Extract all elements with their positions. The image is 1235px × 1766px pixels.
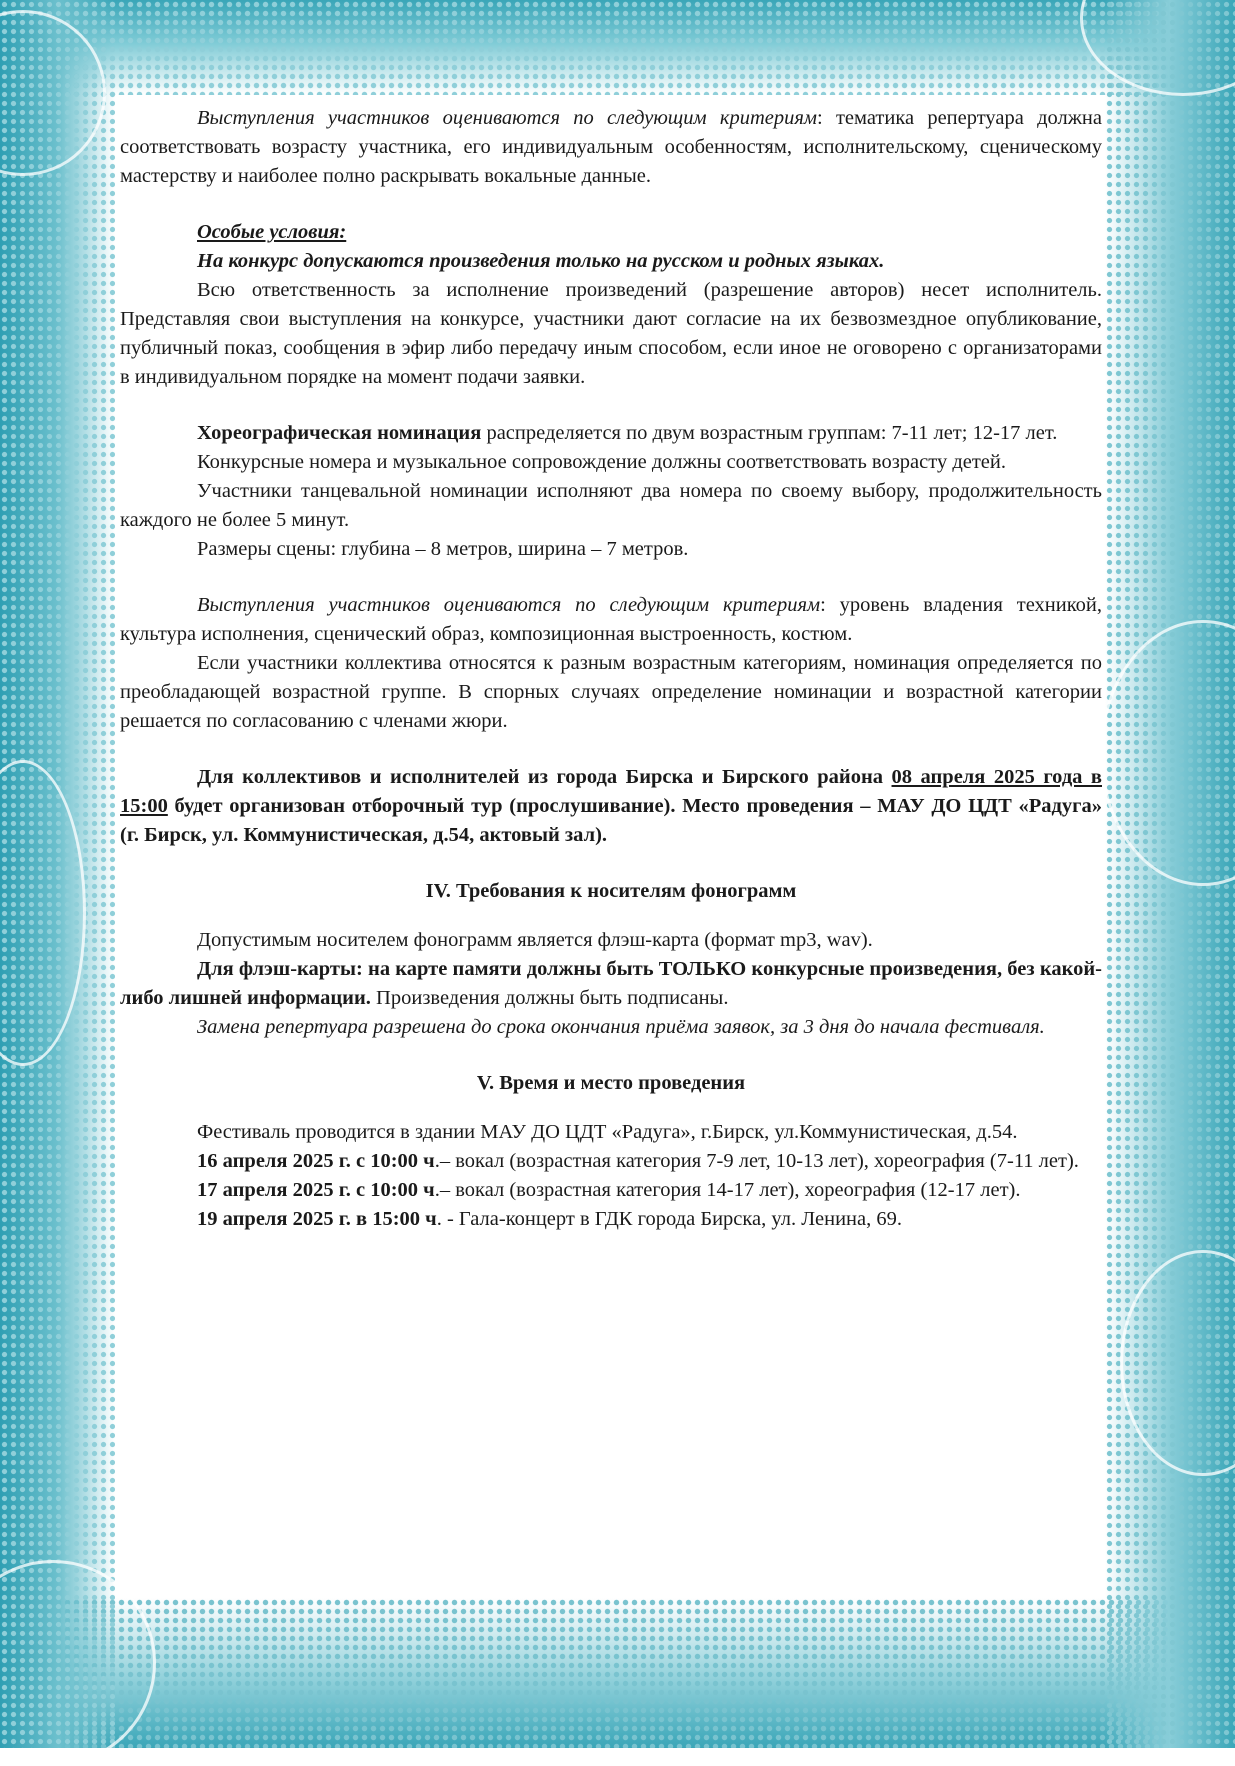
repertoire-replace-paragraph: Замена репертуара разрешена до срока окончания приёма заявок, за 3 дня до начала фестиваля. — [197, 1016, 1045, 1038]
schedule-text: .– вокал (возрастная категория 14-17 лет), хореография (12-17 лет). — [434, 1179, 1021, 1201]
stage-size-paragraph: Размеры сцены: глубина – 8 метров, ширина – 7 метров. — [197, 538, 689, 560]
selection-date: 08 апреля 2025 года в 15:00 — [120, 766, 1102, 817]
criteria-italic: Выступления участников оцениваются по следующим критериям — [197, 107, 817, 129]
criteria-text: : тематика репертуара должна соответствовать возрасту участника, его индивидуальным особенностям, исполнительскому, сценическому мастерству и наиболее полно раскрывать вокальные данные. — [120, 107, 1102, 187]
selection-lead: Для коллективов и исполнителей из города Бирска и Бирского района — [197, 766, 892, 788]
schedule-day-1 — [120, 1147, 1102, 1176]
schedule-day-2 — [120, 1176, 1102, 1205]
swirl-ornament — [1100, 620, 1235, 886]
frame-right-pattern — [1105, 0, 1235, 1748]
selection-rest: будет организован отборочный тур (прослушивание). Место проведения – МАУ ДО ЦДТ «Радуга» (г. Бирск, ул. Коммунистическая, д.54, актовый зал). — [120, 795, 1102, 846]
special-conditions-title: Особые условия: — [197, 221, 347, 243]
choreo-numbers-paragraph: Конкурсные номера и музыкальное сопровождение должны соответствовать возрасту детей. — [197, 451, 1006, 473]
document-page — [120, 104, 1102, 1234]
schedule-text: .– вокал (возрастная категория 7-9 лет, 10-13 лет), хореография (7-11 лет). — [434, 1150, 1079, 1172]
flash-card-rest: Произведения должны быть подписаны. — [370, 987, 729, 1009]
choreo-performers-paragraph: Участники танцевальной номинации исполняют два номера по своему выбору, продолжительность каждого не более 5 минут. — [120, 480, 1102, 531]
swirl-ornament — [0, 760, 86, 1066]
media-paragraph: Допустимым носителем фонограмм является флэш-карта (формат mp3, wav). — [197, 929, 873, 951]
vocal-criteria-paragraph — [120, 104, 1102, 191]
schedule-day-3 — [120, 1205, 1102, 1234]
choreo-groups-paragraph — [120, 419, 1102, 448]
selection-tour-paragraph — [120, 763, 1102, 850]
venue-paragraph: Фестиваль проводится в здании МАУ ДО ЦДТ «Радуга», г.Бирск, ул.Коммунистическая, д.54. — [197, 1121, 1018, 1143]
criteria-text: : уровень владения техникой, культура исполнения, сценический образ, композиционная выстроенность, костюм. — [120, 594, 1102, 645]
flash-card-rule: Для флэш-карты: на карте памяти должны быть ТОЛЬКО конкурсные произведения, без какой-либо лишней информации. — [120, 958, 1102, 1009]
schedule-text: . - Гала-концерт в ГДК города Бирска, ул. Ленина, 69. — [436, 1208, 902, 1230]
choreo-nomination-label: Хореографическая номинация — [197, 422, 482, 444]
schedule-date: 16 апреля 2025 г. с 10:00 ч — [197, 1150, 435, 1172]
flash-card-paragraph — [120, 955, 1102, 1013]
swirl-ornament — [0, 1560, 156, 1766]
frame-bottom-pattern — [0, 1598, 1235, 1748]
collective-category-paragraph: Если участники коллектива относятся к разным возрастным категориям, номинация определяется по преобладающей возрастной группе. В спорных случаях определение номинации и возрастной категории решается по согласованию с членами жюри. — [120, 652, 1102, 732]
choreo-criteria-paragraph — [120, 591, 1102, 649]
schedule-date: 17 апреля 2025 г. с 10:00 ч — [197, 1179, 435, 1201]
languages-rule: На конкурс допускаются произведения только на русском и родных языках. — [197, 250, 885, 272]
section-5-heading: V. Время и место проведения — [476, 1072, 746, 1094]
section-4-heading: IV. Требования к носителям фонограмм — [425, 880, 797, 902]
frame-top-pattern — [0, 0, 1235, 95]
responsibility-paragraph: Всю ответственность за исполнение произведений (разрешение авторов) несет исполнитель. Представляя свои выступления на конкурсе, участники дают согласие на их безвозмездное опубликование, публичный показ, сообщения в эфир либо передачу иным способом, если иное не оговорено с организаторами в индивидуальном порядке на момент подачи заявки. — [120, 279, 1102, 388]
swirl-ornament — [1120, 1250, 1235, 1476]
swirl-ornament — [0, 10, 106, 176]
frame-left-pattern — [0, 0, 115, 1748]
criteria-italic: Выступления участников оцениваются по следующим критериям — [197, 594, 821, 616]
choreo-groups-text: распределяется по двум возрастным группам: 7-11 лет; 12-17 лет. — [481, 422, 1058, 444]
swirl-ornament — [1080, 0, 1235, 96]
schedule-date: 19 апреля 2025 г. в 15:00 ч — [197, 1208, 437, 1230]
